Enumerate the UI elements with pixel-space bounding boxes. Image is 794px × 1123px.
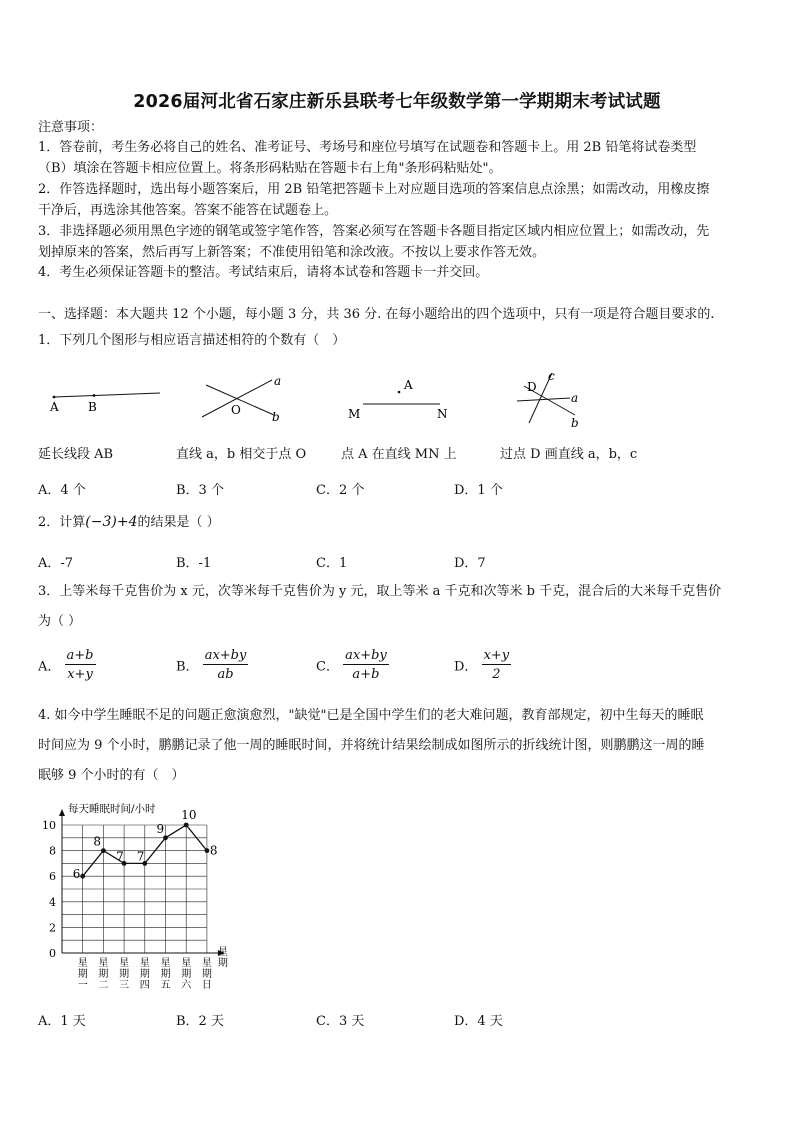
question-4-line: 4. 如今中学生睡眠不足的问题正愈演愈烈，"缺觉"已是全国中学生们的老大难问题，教育部规定，初中生每天的睡眠	[38, 708, 704, 723]
option-b[interactable]	[176, 648, 248, 682]
label-m: M	[348, 407, 361, 421]
notice-heading: 注意事项：	[38, 120, 104, 135]
chart-ticks	[42, 819, 228, 991]
option-c[interactable]: C．2 个	[316, 483, 365, 498]
chart-series	[73, 808, 218, 881]
x-tick-label: 星	[98, 958, 109, 969]
data-label: 6	[72, 867, 81, 882]
question-2-prefix: 2．计算	[38, 515, 86, 530]
option-a[interactable]	[38, 648, 96, 682]
x-tick-label: 星	[181, 958, 192, 969]
x-tick-label: 期	[139, 969, 150, 980]
y-axis-arrow	[59, 809, 65, 816]
x-tick-label: 三	[119, 980, 130, 991]
x-tick-label: 期	[119, 969, 130, 980]
x-tick-label: 星	[119, 958, 130, 969]
option-label: B．	[176, 659, 199, 675]
option-d[interactable]	[454, 648, 511, 682]
sleep-line-chart	[36, 800, 246, 991]
data-label: 9	[156, 821, 165, 836]
option-label: C．	[316, 659, 339, 675]
x-tick-label: 期	[181, 969, 192, 980]
fraction	[482, 648, 512, 682]
y-tick-label: 4	[49, 895, 56, 909]
y-tick-label: 8	[49, 844, 56, 858]
data-point	[80, 874, 85, 879]
numerator: a+b	[66, 648, 94, 663]
figure-point-and-line	[348, 378, 448, 421]
section-heading: 一、选择题：本大题共 12 个小题，每小题 3 分，共 36 分. 在每小题给出的四个选项中，只有一项是符合题目要求的.	[38, 307, 715, 322]
x-tick-label: 四	[139, 980, 150, 991]
option-a[interactable]: A．-7	[38, 556, 74, 571]
option-label: A．	[38, 659, 61, 675]
x-tick-label: 六	[181, 980, 192, 991]
label-d: D	[527, 380, 537, 394]
fraction	[65, 648, 96, 682]
x-tick-label: 期	[98, 969, 109, 980]
chart-grid	[62, 825, 207, 953]
notice-line: 1．答卷前，考生务必将自己的姓名、准考证号、考场号和座位号填写在试题卷和答题卡上。用 2B 铅笔将试卷类型	[38, 140, 697, 155]
notice-line: （B）填涂在答题卡相应位置上。将条形码粘贴在答题卡右上角"条形码粘贴处"。	[38, 161, 502, 176]
x-tick-label: 星	[77, 958, 88, 969]
y-tick-label: 10	[42, 819, 56, 832]
x-tick-label: 期	[160, 969, 171, 980]
denominator: 2	[492, 667, 501, 682]
page-title: 2026届河北省石家庄新乐县联考七年级数学第一学期期末考试试题	[133, 92, 661, 112]
y-tick-label: 6	[49, 870, 56, 884]
label-a: a	[274, 374, 282, 388]
x-tick-label: 二	[98, 980, 109, 991]
numerator: x+y	[483, 648, 510, 663]
question-4-line: 时间应为 9 个小时，鹏鹏记录了他一周的睡眠时间，并将统计结果绘制成如图所示的折线统计图，则鹏鹏这一周的睡	[38, 738, 705, 753]
chart-axes	[59, 809, 225, 956]
option-d[interactable]: D．4 天	[454, 1014, 503, 1029]
figure-caption: 过点 D 画直线 a，b，c	[500, 447, 638, 462]
denominator: a+b	[352, 667, 380, 682]
denominator: ab	[217, 667, 234, 682]
option-c[interactable]	[316, 648, 389, 682]
data-label: 8	[93, 834, 102, 849]
option-a[interactable]: A．4 个	[38, 483, 86, 498]
data-label: 8	[209, 843, 218, 858]
option-b[interactable]: B．2 天	[176, 1014, 224, 1029]
label-b: b	[571, 416, 579, 430]
figure-intersecting-lines	[202, 374, 281, 424]
notice-line: 4．考生必须保证答题卡的整洁。考试结束后，请将本试卷和答题卡一并交回。	[38, 265, 489, 280]
data-label: 7	[116, 849, 124, 864]
x-axis-label: 期	[217, 958, 228, 969]
denominator: x+y	[67, 667, 93, 682]
label-o: O	[231, 403, 241, 417]
option-c[interactable]: C．1	[316, 556, 348, 571]
x-tick-label: 期	[201, 969, 212, 980]
option-c[interactable]: C．3 天	[316, 1014, 365, 1029]
figure-lines-through-d	[517, 369, 579, 430]
x-tick-label: 星	[139, 958, 150, 969]
y-tick-label: 0	[49, 947, 56, 960]
question-2-suffix: 的结果是（ ）	[137, 515, 220, 530]
option-label: D．	[454, 659, 478, 675]
x-tick-label: 五	[160, 980, 171, 991]
numerator: ax+by	[204, 648, 247, 663]
question-3-line: 为（ ）	[38, 614, 82, 629]
data-point	[163, 835, 168, 840]
label-c: c	[548, 369, 555, 383]
question-4-line: 眠够 9 个小时的有（ ）	[38, 768, 185, 783]
label-a: A	[50, 400, 59, 414]
label-b: b	[272, 410, 280, 424]
data-point	[101, 848, 106, 853]
x-tick-label: 一	[77, 980, 88, 991]
option-d[interactable]: D．7	[454, 556, 486, 571]
label-b: B	[88, 400, 97, 414]
x-tick-label: 星	[201, 958, 212, 969]
notice-line: 3．非选择题必须用黑色字迹的钢笔或签字笔作答，答案必须写在答题卡各题目指定区域内相应位置上；如需改动，先	[38, 224, 710, 239]
question-3-line: 3．上等米每千克售价为 x 元，次等米每千克售价为 y 元，取上等米 a 千克和次等米 b 千克，混合后的大米每千克售价	[38, 584, 722, 599]
label-n: N	[437, 407, 448, 421]
label-a: a	[571, 391, 579, 405]
fraction	[343, 648, 389, 682]
data-point	[205, 848, 210, 853]
data-label: 10	[181, 808, 197, 822]
x-tick-label: 期	[77, 969, 88, 980]
x-axis-label: 星	[217, 947, 228, 958]
notice-line: 划掉原来的答案，然后再写上新答案；不准使用铅笔和涂改液。不按以上要求作答无效。	[38, 245, 546, 260]
question-1-stem: 1．下列几个图形与相应语言描述相符的个数有（ ）	[38, 333, 346, 348]
option-b[interactable]: B．3 个	[176, 483, 224, 498]
question-2-stem	[38, 512, 220, 533]
figure-segment-ab	[49, 393, 160, 414]
option-b[interactable]: B．-1	[176, 556, 212, 571]
numerator: ax+by	[345, 648, 387, 663]
data-point	[184, 823, 189, 828]
y-axis-label: 每天睡眠时间/小时	[68, 803, 156, 815]
x-tick-label: 日	[201, 980, 212, 991]
question-1-figures	[30, 365, 660, 435]
x-tick-label: 星	[160, 958, 171, 969]
y-tick-label: 2	[49, 921, 56, 935]
figure-caption: 点 A 在直线 MN 上	[341, 447, 457, 462]
option-a[interactable]: A．1 天	[38, 1014, 86, 1029]
notice-line: 2．作答选择题时，选出每小题答案后，用 2B 铅笔把答题卡上对应题目选项的答案信息点涂黑；如需改动，用橡皮擦	[38, 182, 710, 197]
fraction	[203, 648, 249, 682]
data-label: 7	[136, 849, 145, 864]
option-d[interactable]: D．1 个	[454, 483, 503, 498]
notice-line: 干净后，再选涂其他答案。答案不能答在试题卷上。	[38, 203, 338, 218]
math-expression: (−3)+4	[85, 514, 138, 530]
figure-caption: 延长线段 AB	[38, 447, 114, 462]
figure-caption: 直线 a，b 相交于点 O	[176, 447, 307, 462]
label-a: A	[404, 378, 413, 392]
